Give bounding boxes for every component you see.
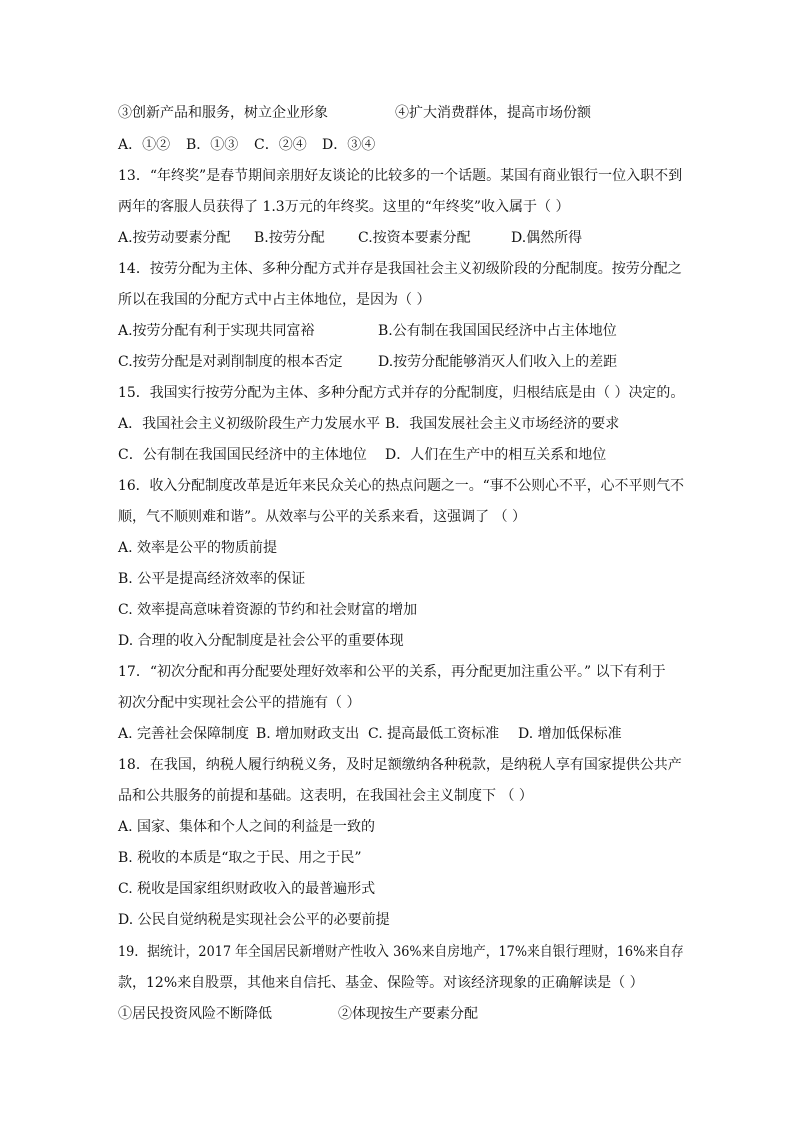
q19-option-2: ②体现按生产要素分配: [338, 1006, 478, 1022]
q15-choices-row-2: [118, 445, 678, 465]
q12-choice-c: C．②④: [254, 137, 307, 153]
q18-choice-a: A. 国家、集体和个人之间的利益是一致的: [118, 819, 376, 835]
q16-choice-b: B. 公平是提高经济效率的保证: [118, 571, 306, 587]
q17-choice-d: D. 增加低保标准: [518, 726, 622, 742]
q18-stem-line2: 品和公共服务的前提和基础。这表明，在我国社会主义制度下 （ ）: [118, 788, 533, 804]
q16-stem-line1: 16．收入分配制度改革是近年来民众关心的热点问题之一。“事不公则心不平，心不平则气不: [118, 478, 684, 494]
q17-choice-a: A. 完善社会保障制度: [118, 726, 250, 742]
q16-choice-a: A. 效率是公平的物质前提: [118, 540, 278, 556]
q12-choices-row: [118, 135, 418, 155]
q14-stem-line2: 所以在我国的分配方式中占主体地位，是因为（ ）: [118, 292, 431, 308]
q15-choice-c: C．公有制在我国国民经济中的主体地位: [118, 447, 367, 463]
q14-choice-d: D.按劳分配能够消灭人们收入上的差距: [378, 354, 618, 370]
q13-choices-row: [118, 228, 618, 248]
q19-option-1: ①居民投资风险不断降低: [118, 1006, 272, 1022]
q13-choice-b: B.按劳分配: [254, 230, 325, 246]
q13-stem-line1: 13．“年终奖”是春节期间亲朋好友谈论的比较多的一个话题。某国有商业银行一位入职不到: [118, 168, 683, 184]
q14-choice-c: C.按劳分配是对剥削制度的根本否定: [118, 354, 343, 370]
q12-choice-b: B．①③: [186, 137, 239, 153]
q18-choice-b: B. 税收的本质是“取之于民、用之于民”: [118, 850, 362, 866]
q12-options-row: [118, 103, 678, 123]
q16-stem-line2: 顺，气不顺则难和谐”。从效率与公平的关系来看，这强调了 （ ）: [118, 509, 527, 525]
q19-stem-line1: 19．据统计，2017 年全国居民新增财产性收入 36%来自房地产，17%来自银行理财，16%来自存: [118, 944, 684, 960]
q17-stem-line1: 17．“初次分配和再分配要处理好效率和公平的关系，再分配更加注重公平。” 以下有利于: [118, 664, 666, 680]
q13-choice-d: D.偶然所得: [511, 230, 583, 246]
q14-choices-row-2: [118, 352, 678, 372]
q13-choice-c: C.按资本要素分配: [358, 230, 471, 246]
q17-choice-c: C. 提高最低工资标准: [368, 726, 500, 742]
q13-stem-line2: 两年的客服人员获得了 1.3万元的年终奖。这里的“年终奖”收入属于（ ）: [118, 199, 570, 215]
q17-stem-line2: 初次分配中实现社会公平的措施有（ ）: [118, 695, 361, 711]
q19-options-row: [118, 1004, 678, 1024]
q19-stem-line2: 款，12%来自股票，其他来自信托、基金、保险等。对该经济现象的正确解读是（ ）: [118, 975, 644, 991]
q15-stem-line1: 15．我国实行按劳分配为主体、多种分配方式并存的分配制度，归根结底是由（ ）决定的。: [118, 385, 685, 401]
q15-choice-b: B．我国发展社会主义市场经济的要求: [385, 416, 620, 432]
q15-choice-d: D．人们在生产中的相互关系和地位: [385, 447, 607, 463]
q16-choice-c: C. 效率提高意味着资源的节约和社会财富的增加: [118, 602, 418, 618]
q15-choices-row-1: [118, 414, 678, 434]
q17-choice-b: B. 增加财政支出: [256, 726, 360, 742]
q12-choice-d: D．③④: [322, 137, 376, 153]
q14-stem-line1: 14．按劳分配为主体、多种分配方式并存是我国社会主义初级阶段的分配制度。按劳分配之: [118, 261, 682, 277]
q14-choices-row-1: [118, 321, 678, 341]
q12-choice-a: A．①②: [118, 137, 171, 153]
q18-choice-c: C. 税收是国家组织财政收入的最普遍形式: [118, 881, 376, 897]
q16-choice-d: D. 合理的收入分配制度是社会公平的重要体现: [118, 633, 404, 649]
q12-option-3: ③创新产品和服务，树立企业形象: [118, 105, 328, 121]
q17-choices-row: [118, 724, 678, 744]
q18-choice-d: D. 公民自觉纳税是实现社会公平的必要前提: [118, 912, 390, 928]
q14-choice-a: A.按劳分配有利于实现共同富裕: [118, 323, 315, 339]
q12-option-4: ④扩大消费群体，提高市场份额: [395, 105, 591, 121]
q15-choice-a: A．我国社会主义初级阶段生产力发展水平: [118, 416, 381, 432]
q18-stem-line1: 18．在我国，纳税人履行纳税义务，及时足额缴纳各种税款，是纳税人享有国家提供公共产: [118, 757, 682, 773]
q14-choice-b: B.公有制在我国国民经济中占主体地位: [378, 323, 617, 339]
q13-choice-a: A.按劳动要素分配: [118, 230, 231, 246]
